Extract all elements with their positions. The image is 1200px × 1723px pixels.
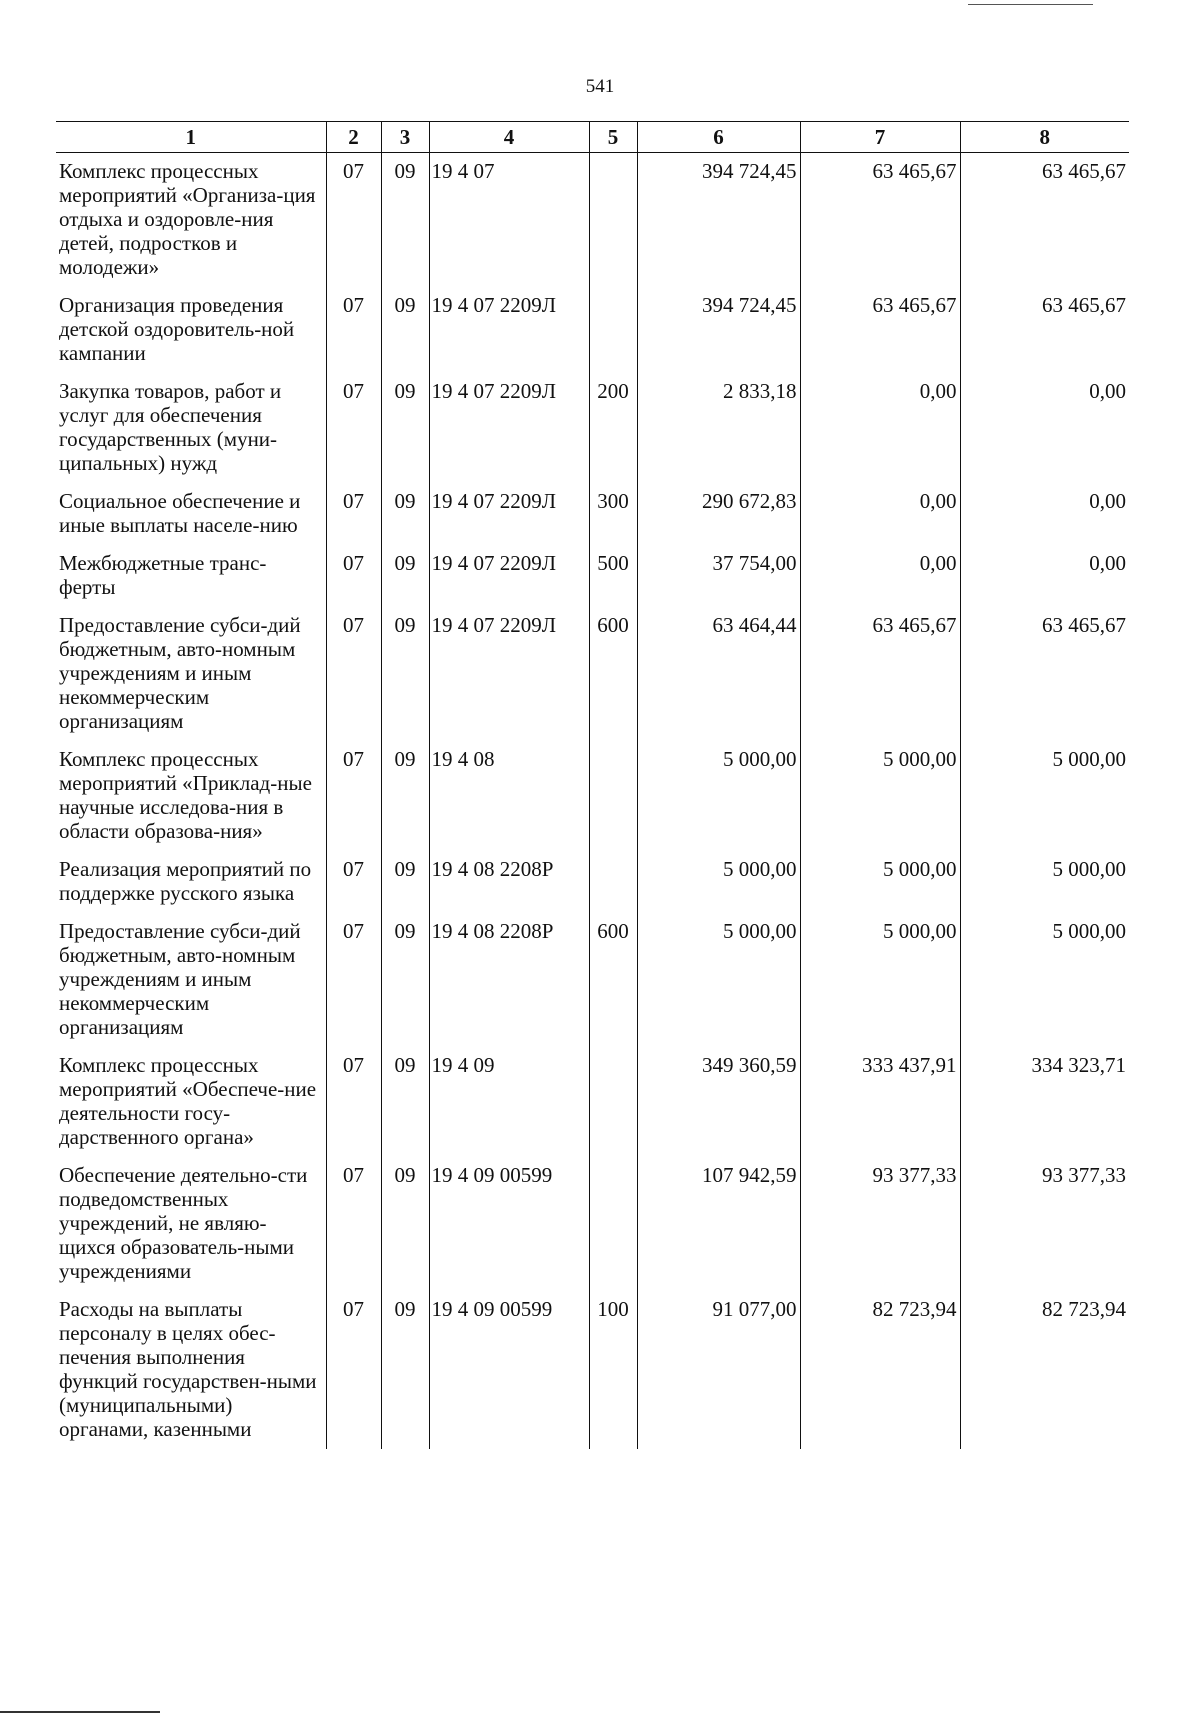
row-expense-type: 500 [589,545,637,607]
row-section: 07 [326,1157,381,1291]
row-subsection: 09 [381,1291,429,1449]
row-expense-type: 600 [589,607,637,741]
row-subsection: 09 [381,373,429,483]
row-section: 07 [326,851,381,913]
row-name: Расходы на выплаты персоналу в целях обес-печения выполнения функций государствен-ными (муниципальными) органами, казенными [59,1297,317,1441]
header-col-7: 7 [800,122,960,153]
row-section: 07 [326,741,381,851]
row-target-article: 19 4 07 2209Л [429,373,589,483]
row-name: Социальное обеспечение и иные выплаты населе-нию [59,489,301,537]
top-edge-rule [968,4,1093,5]
row-expense-type: 200 [589,373,637,483]
row-section: 07 [326,913,381,1047]
row-target-article: 19 4 08 2208Р [429,913,589,1047]
row-amount-col8: 0,00 [960,545,1129,607]
row-name: Предоставление субси-дий бюджетным, авто-номным учреждениям и иным некоммерческим организациям [59,919,301,1039]
row-section: 07 [326,1047,381,1157]
header-col-2: 2 [326,122,381,153]
row-amount-col8: 63 465,67 [960,607,1129,741]
row-amount-col6: 2 833,18 [637,373,800,483]
row-section: 07 [326,153,381,288]
row-amount-col8: 334 323,71 [960,1047,1129,1157]
row-amount-col8: 0,00 [960,373,1129,483]
table-row [56,153,1129,288]
row-expense-type [589,851,637,913]
row-amount-col6: 91 077,00 [637,1291,800,1449]
row-amount-col7: 5 000,00 [800,851,960,913]
row-name: Комплекс процессных мероприятий «Обеспече-ние деятельности госу-дарственного органа» [59,1053,317,1149]
row-amount-col6: 37 754,00 [637,545,800,607]
row-name: Обеспечение деятельно-сти подведомственных учреждений, не являю-щихся образователь-ными учреждениями [59,1163,308,1283]
row-expense-type [589,153,637,288]
row-section: 07 [326,287,381,373]
header-col-1: 1 [56,122,326,153]
row-amount-col7: 63 465,67 [800,607,960,741]
row-amount-col8: 82 723,94 [960,1291,1129,1449]
table-row [56,1291,1129,1449]
table-body [56,153,1129,1450]
header-row [56,122,1129,153]
row-amount-col6: 5 000,00 [637,913,800,1047]
row-target-article: 19 4 08 [429,741,589,851]
table-row [56,607,1129,741]
row-amount-col7: 0,00 [800,545,960,607]
row-subsection: 09 [381,287,429,373]
row-amount-col6: 5 000,00 [637,741,800,851]
row-name: Предоставление субси-дий бюджетным, авто-номным учреждениям и иным некоммерческим организациям [59,613,301,733]
row-amount-col8: 93 377,33 [960,1157,1129,1291]
row-target-article: 19 4 09 00599 [429,1291,589,1449]
row-amount-col7: 93 377,33 [800,1157,960,1291]
row-amount-col7: 0,00 [800,483,960,545]
row-target-article: 19 4 07 2209Л [429,483,589,545]
row-amount-col8: 5 000,00 [960,851,1129,913]
row-name: Комплекс процессных мероприятий «Организа-ция отдыха и оздоровле-ния детей, подростков и молодежи» [59,159,316,279]
row-target-article: 19 4 07 [429,153,589,288]
row-subsection: 09 [381,545,429,607]
row-amount-col8: 63 465,67 [960,287,1129,373]
row-amount-col7: 333 437,91 [800,1047,960,1157]
row-expense-type [589,287,637,373]
row-expense-type [589,741,637,851]
row-amount-col7: 63 465,67 [800,153,960,288]
table-row [56,373,1129,483]
row-section: 07 [326,1291,381,1449]
row-target-article: 19 4 08 2208Р [429,851,589,913]
row-section: 07 [326,545,381,607]
row-expense-type: 100 [589,1291,637,1449]
row-target-article: 19 4 07 2209Л [429,607,589,741]
row-amount-col8: 5 000,00 [960,741,1129,851]
row-amount-col6: 107 942,59 [637,1157,800,1291]
row-target-article: 19 4 07 2209Л [429,287,589,373]
row-subsection: 09 [381,483,429,545]
row-amount-col8: 63 465,67 [960,153,1129,288]
row-expense-type [589,1157,637,1291]
row-amount-col8: 0,00 [960,483,1129,545]
table-row [56,483,1129,545]
row-name: Межбюджетные транс-ферты [59,551,267,599]
row-target-article: 19 4 09 [429,1047,589,1157]
table-row [56,1157,1129,1291]
header-col-4: 4 [429,122,589,153]
row-target-article: 19 4 07 2209Л [429,545,589,607]
header-col-8: 8 [960,122,1129,153]
row-amount-col6: 63 464,44 [637,607,800,741]
row-subsection: 09 [381,607,429,741]
table-row [56,1047,1129,1157]
row-subsection: 09 [381,741,429,851]
row-subsection: 09 [381,913,429,1047]
row-amount-col7: 63 465,67 [800,287,960,373]
row-name: Комплекс процессных мероприятий «Приклад-ные научные исследова-ния в области образова-ния» [59,747,312,843]
table-row [56,913,1129,1047]
table-row [56,851,1129,913]
table-row [56,287,1129,373]
row-name: Закупка товаров, работ и услуг для обеспечения государственных (муни-ципальных) нужд [59,379,282,475]
row-subsection: 09 [381,153,429,288]
row-name: Реализация мероприятий по поддержке русского языка [59,857,312,905]
row-amount-col7: 82 723,94 [800,1291,960,1449]
page-number: 541 [585,76,615,97]
table-row [56,741,1129,851]
row-amount-col6: 349 360,59 [637,1047,800,1157]
row-subsection: 09 [381,1157,429,1291]
table-row [56,545,1129,607]
header-col-5: 5 [589,122,637,153]
row-expense-type [589,1047,637,1157]
row-target-article: 19 4 09 00599 [429,1157,589,1291]
row-amount-col6: 394 724,45 [637,153,800,288]
row-amount-col7: 5 000,00 [800,741,960,851]
row-subsection: 09 [381,1047,429,1157]
row-expense-type: 300 [589,483,637,545]
row-amount-col6: 394 724,45 [637,287,800,373]
header-col-6: 6 [637,122,800,153]
row-amount-col6: 5 000,00 [637,851,800,913]
row-amount-col7: 0,00 [800,373,960,483]
header-col-3: 3 [381,122,429,153]
row-amount-col6: 290 672,83 [637,483,800,545]
row-section: 07 [326,607,381,741]
row-section: 07 [326,483,381,545]
row-subsection: 09 [381,851,429,913]
row-expense-type: 600 [589,913,637,1047]
row-amount-col7: 5 000,00 [800,913,960,1047]
row-name: Организация проведения детской оздоровитель-ной кампании [59,293,295,365]
bottom-edge-rule [0,1711,160,1713]
row-section: 07 [326,373,381,483]
row-amount-col8: 5 000,00 [960,913,1129,1047]
budget-table [56,121,1129,1449]
